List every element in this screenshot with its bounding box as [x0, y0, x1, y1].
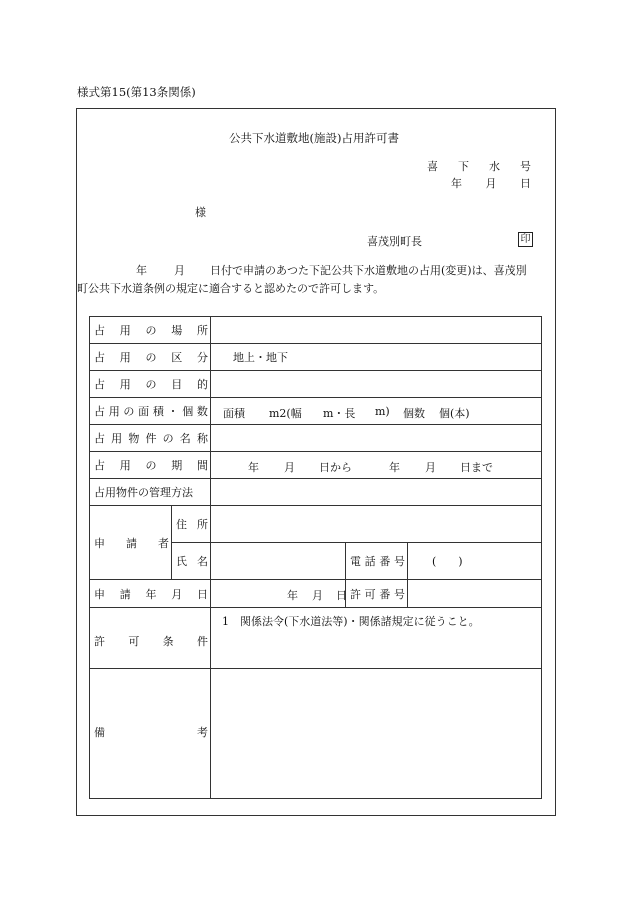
body-line-2: 町公共下水道条例の規定に適合すると認めたので許可します。	[77, 282, 385, 295]
category-value-text: 地上・地下	[233, 351, 288, 364]
application-year: 年	[287, 589, 298, 602]
doc-number-part: 下	[458, 160, 469, 173]
applicant-label: 申 請 者	[94, 536, 169, 550]
seal-mark: 印	[518, 232, 533, 247]
period-from-month: 月	[284, 461, 295, 474]
phone-parens: ( )	[432, 555, 463, 568]
period-label-cell	[90, 452, 211, 479]
area-m2: m2(幅	[269, 407, 302, 420]
table-row	[90, 344, 542, 371]
conditions-text: 1 関係法令(下水道法等)・関係諸規定に従うこと。	[222, 615, 480, 628]
purpose-label: 占 用 の 目 的	[94, 378, 208, 391]
area-word: 面積	[223, 407, 245, 420]
management-value[interactable]	[211, 479, 542, 506]
period-from-day: 日から	[319, 461, 352, 474]
table-row	[90, 580, 542, 608]
area-label-cell	[90, 398, 211, 425]
address-value[interactable]	[211, 506, 542, 543]
area-value[interactable]	[211, 398, 542, 425]
doc-number-part: 号	[520, 160, 531, 173]
date-day: 日	[520, 177, 531, 190]
address-label: 住 所	[176, 518, 208, 531]
date-month: 月	[485, 177, 497, 190]
table-row	[90, 479, 542, 506]
area-m: m)	[375, 405, 390, 418]
table-row	[90, 398, 542, 425]
applicant-label-cell	[90, 506, 172, 580]
body-year: 年	[136, 264, 147, 277]
category-label: 占 用 の 区 分	[94, 351, 208, 364]
period-label: 占 用 の 期 間	[94, 459, 208, 472]
conditions-label: 許 可 条 件	[94, 635, 208, 648]
application-month: 月	[312, 589, 323, 602]
form-id: 様式第15(第13条関係)	[77, 85, 196, 99]
phone-value[interactable]	[408, 543, 542, 580]
body-day-text: 日付で申請のあつた下記公共下水道敷地の占用(変更)は、喜茂別	[210, 264, 527, 277]
document-title: 公共下水道敷地(施設)占用許可書	[229, 131, 399, 145]
purpose-value[interactable]	[211, 371, 542, 398]
place-label: 占 用 の 場 所	[94, 324, 208, 337]
phone-label-cell	[346, 543, 408, 580]
remarks-label: 備 考	[94, 725, 208, 739]
permit-number-value[interactable]	[408, 580, 542, 608]
place-value[interactable]	[211, 317, 542, 344]
doc-number-part: 水	[489, 160, 500, 173]
category-value[interactable]	[211, 344, 542, 371]
conditions-value[interactable]	[211, 608, 542, 669]
area-count-unit: 個(本)	[439, 407, 470, 420]
period-to-year: 年	[389, 461, 400, 474]
management-label-cell	[90, 479, 211, 506]
table-row	[90, 669, 542, 799]
object-name-value[interactable]	[211, 425, 542, 452]
name-label: 氏 名	[176, 555, 208, 568]
period-to-month: 月	[425, 461, 436, 474]
remarks-value[interactable]	[211, 669, 542, 799]
application-date-label-cell	[90, 580, 211, 608]
permit-number-label-cell	[346, 580, 408, 608]
issuer: 喜茂別町長	[367, 235, 422, 248]
table-row	[90, 425, 542, 452]
address-label-cell	[172, 506, 211, 543]
doc-number-part: 喜	[427, 160, 438, 173]
document-number	[427, 158, 531, 174]
object-name-label: 占 用 物 件 の 名 称	[94, 432, 208, 445]
table-row	[90, 371, 542, 398]
area-label: 占 用 の 面 積 ・ 個 数	[94, 405, 208, 418]
name-value[interactable]	[211, 543, 346, 580]
table-row	[90, 608, 542, 669]
remarks-label-cell	[90, 669, 211, 799]
application-date-label: 申 請 年 月 日	[94, 587, 208, 601]
permit-table	[89, 316, 542, 799]
area-count-word: 個数	[403, 407, 425, 420]
body-month: 月	[174, 264, 185, 277]
table-row	[90, 317, 542, 344]
conditions-label-cell	[90, 608, 211, 669]
date-year: 年	[451, 177, 462, 190]
management-label: 占用物件の管理方法	[94, 486, 193, 499]
category-label-cell	[90, 344, 211, 371]
period-value[interactable]	[211, 452, 542, 479]
area-length: m・長	[323, 407, 356, 420]
phone-label: 電 話 番 号	[350, 555, 405, 568]
period-to-day: 日まで	[460, 461, 493, 474]
addressee-suffix: 様	[195, 206, 206, 219]
application-day: 日	[336, 589, 347, 602]
table-row	[90, 506, 542, 543]
application-date-value[interactable]	[211, 580, 346, 608]
permit-number-label: 許 可 番 号	[350, 587, 405, 601]
period-from-year: 年	[248, 461, 259, 474]
table-row	[90, 452, 542, 479]
purpose-label-cell	[90, 371, 211, 398]
place-label-cell	[90, 317, 211, 344]
issue-date	[451, 175, 531, 191]
name-label-cell	[172, 543, 211, 580]
object-name-label-cell	[90, 425, 211, 452]
